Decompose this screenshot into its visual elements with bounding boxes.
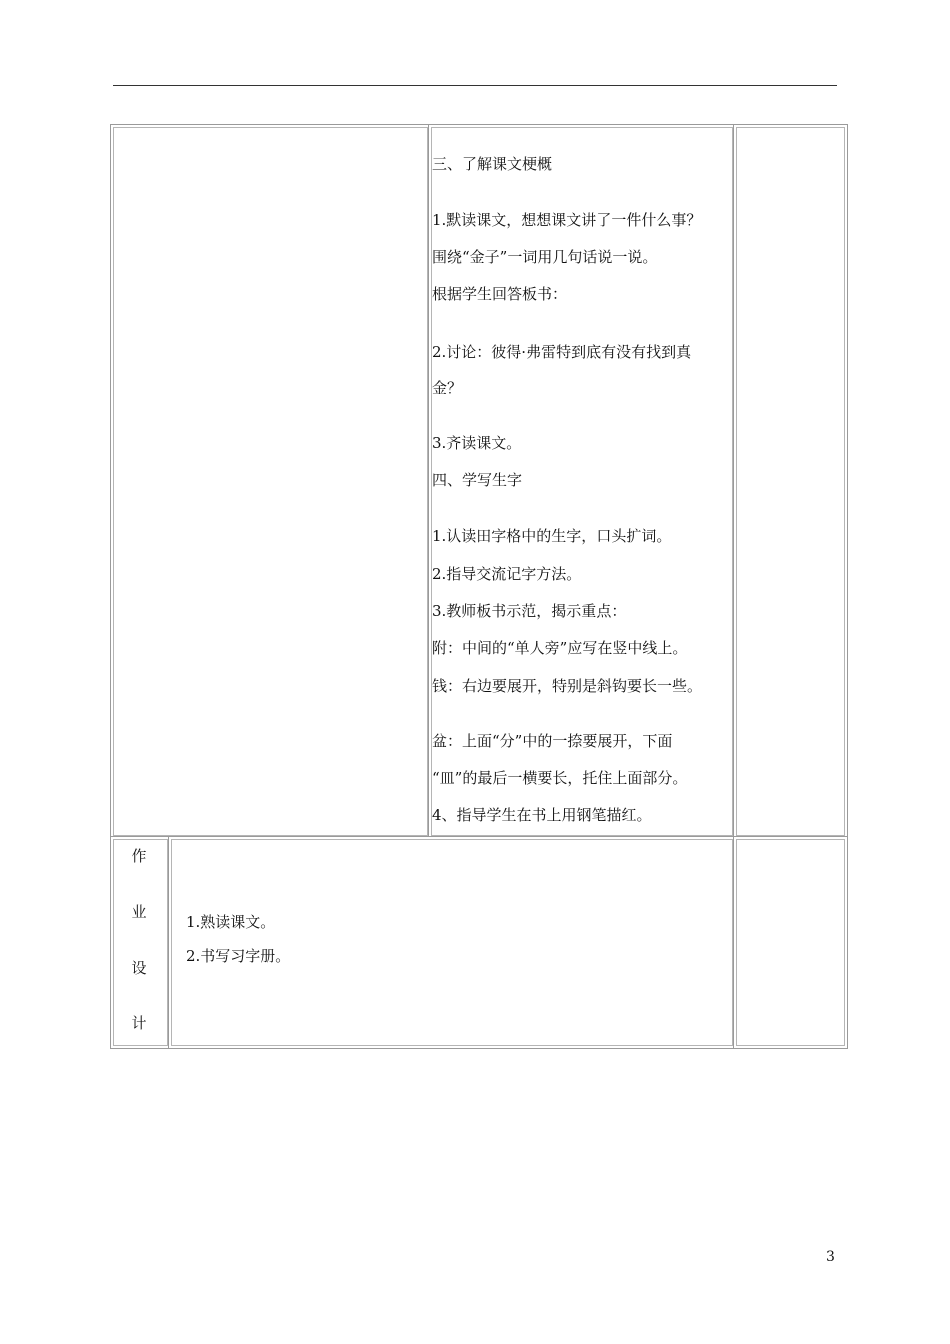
homework-label-char: 业 [131, 903, 147, 921]
text-line: “皿”的最后一横要长，托住上面部分。 [432, 769, 688, 787]
text-line: 3.齐读课文。 [432, 434, 522, 452]
upper-notes-cell [733, 124, 848, 839]
homework-content-cell [168, 836, 736, 1049]
homework-label [110, 0, 169, 1032]
text-line: 盆：上面“分”中的一捺要展开，下面 [432, 732, 673, 750]
homework-label-char: 设 [131, 959, 147, 977]
text-line: 2.指导交流记字方法。 [432, 565, 582, 583]
header-rule [113, 85, 837, 86]
text-line: 1.认读田字格中的生字，口头扩词。 [432, 527, 672, 545]
homework-label-char: 计 [131, 1014, 147, 1032]
text-line: 钱：右边要展开，特别是斜钩要长一些。 [432, 677, 703, 695]
homework-item: 2.书写习字册。 [186, 947, 291, 965]
homework-label-char: 作 [131, 847, 147, 865]
text-line: 1.默读课文，想想课文讲了一件什么事？ [432, 211, 702, 229]
homework-item: 1.熟读课文。 [186, 913, 276, 931]
text-line: 4、指导学生在书上用钢笔描红。 [432, 806, 652, 824]
homework-notes-cell [733, 836, 848, 1049]
text-line: 附：中间的“单人旁”应写在竖中线上。 [432, 639, 688, 657]
text-line: 围绕“金子”一词用几句话说一说。 [432, 248, 658, 266]
section-heading: 三、了解课文梗概 [432, 155, 553, 173]
upper-left-cell [110, 124, 431, 839]
text-line: 金？ [432, 379, 463, 397]
text-line: 根据学生回答板书： [432, 285, 568, 303]
section-heading: 四、学写生字 [432, 471, 523, 489]
text-line: 2.讨论：彼得·弗雷特到底有没有找到真 [432, 343, 692, 361]
page-number: 3 [826, 1249, 835, 1265]
text-line: 3.教师板书示范，揭示重点： [432, 602, 627, 620]
